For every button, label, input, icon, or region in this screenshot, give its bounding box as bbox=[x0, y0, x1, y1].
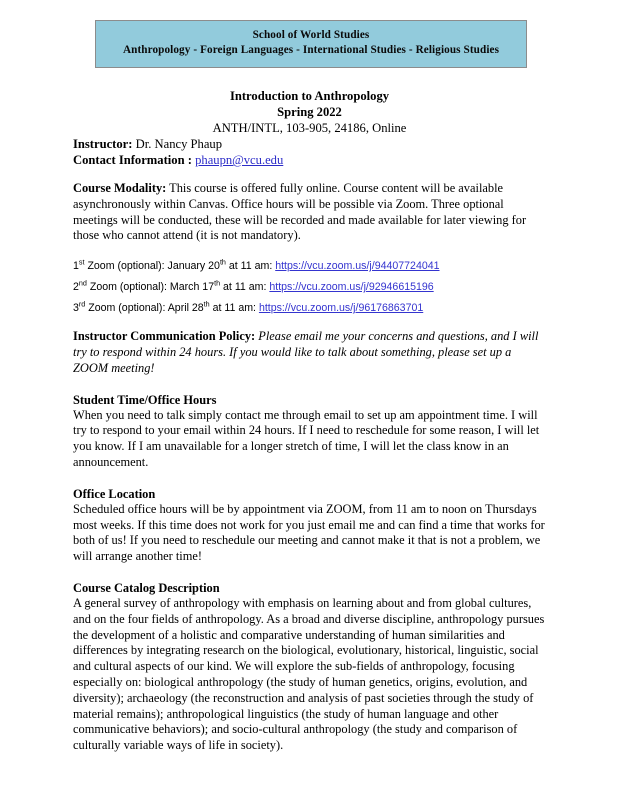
office-location-heading: Office Location bbox=[73, 486, 156, 501]
communication-policy-text: Please email me your concerns and questions, and I will try to respond within 24 hours. If you would like to talk about something, please set up a ZOOM meeting! bbox=[73, 329, 539, 375]
zoom-ordinal-suffix: st bbox=[78, 257, 85, 267]
instructor-email-link[interactable]: phaupn@vcu.edu bbox=[195, 153, 284, 167]
catalog-description-section bbox=[73, 580, 546, 754]
zoom-ordinal-suffix: rd bbox=[78, 299, 86, 309]
zoom-time: at 11 am: bbox=[209, 302, 259, 315]
course-title-block bbox=[73, 88, 546, 136]
zoom-ordinal: 3 bbox=[73, 302, 79, 315]
course-code: ANTH/INTL, 103-905, 24186, Online bbox=[212, 121, 407, 135]
banner-departments: Anthropology - Foreign Languages - International Studies - Religious Studies bbox=[122, 44, 500, 56]
student-time-section bbox=[73, 392, 546, 471]
zoom-label: Zoom (optional): January 20 bbox=[84, 260, 220, 273]
zoom-meeting-link[interactable]: https://vcu.zoom.us/j/96176863701 bbox=[258, 302, 424, 315]
instructor-name: Dr. Nancy Phaup bbox=[132, 137, 223, 151]
zoom-label: Zoom (optional): April 28 bbox=[85, 302, 204, 315]
instructor-label: Instructor: bbox=[73, 137, 133, 151]
banner-school-name: School of World Studies bbox=[252, 29, 370, 41]
zoom-ordinal-suffix: nd bbox=[78, 278, 87, 288]
list-item bbox=[73, 280, 546, 294]
course-modality-label: Course Modality: bbox=[73, 181, 167, 195]
catalog-description-heading: Course Catalog Description bbox=[73, 580, 220, 595]
zoom-ordinal: 1 bbox=[73, 260, 79, 273]
course-modality-text: This course is offered fully online. Course content will be available asynchronously within Canvas. Office hours will be possible via Zoom. Three optional meetings will be conducted, these will be recorded and made available for later viewing for those who cannot attend (it is not mandatory). bbox=[73, 181, 527, 243]
page-title: Introduction to Anthropology bbox=[229, 89, 390, 103]
contact-line bbox=[73, 152, 546, 168]
communication-policy-paragraph bbox=[73, 329, 546, 376]
zoom-meeting-link[interactable]: https://vcu.zoom.us/j/92946615196 bbox=[269, 281, 434, 294]
list-item bbox=[73, 301, 546, 315]
school-banner bbox=[95, 20, 527, 68]
office-location-section bbox=[73, 486, 546, 565]
course-term: Spring 2022 bbox=[277, 105, 342, 119]
zoom-label: Zoom (optional): March 17 bbox=[86, 281, 215, 294]
zoom-date-suffix: th bbox=[219, 257, 226, 267]
zoom-date-suffix: th bbox=[214, 278, 221, 288]
document-body bbox=[73, 88, 546, 754]
zoom-meeting-list bbox=[73, 259, 546, 315]
course-modality-paragraph bbox=[73, 181, 546, 244]
catalog-description-text: A general survey of anthropology with emphasis on learning about and from global cultures, and on the four fields of anthropology. As a broad and diverse discipline, anthropology pursues the development of a holistic and comparative understanding of human similarities and differences by integrating research on the biological, evolutionary, historical, linguistic, social and cultural aspects of our kind. We will explore the sub-fields of anthropology, focusing especially on: biological anthropology (the study of human genetics, origins, evolution, and diversity); archaeology (the reconstruction and analysis of past societies through the study of material remains); anthropological linguistics (the study of human language and other communicative behaviors); and socio-cultural anthropology (the study and comparison of culturally variable ways of life in society). bbox=[73, 595, 545, 753]
student-time-heading: Student Time/Office Hours bbox=[73, 392, 217, 407]
zoom-ordinal: 2 bbox=[73, 281, 79, 294]
office-location-text: Scheduled office hours will be by appointment via ZOOM, from 11 am to noon on Thursdays most weeks. If this time does not work for you just email me and can find a time that works for both of us! If you need to reschedule our meeting and cannot make it that is not a problem, we will arrange another time! bbox=[73, 501, 545, 564]
communication-policy-label: Instructor Communication Policy: bbox=[73, 329, 256, 344]
list-item bbox=[73, 259, 546, 273]
instructor-line bbox=[73, 136, 546, 152]
zoom-meeting-link[interactable]: https://vcu.zoom.us/j/94407724041 bbox=[275, 260, 440, 273]
zoom-time: at 11 am: bbox=[225, 260, 276, 273]
zoom-date-suffix: th bbox=[203, 299, 210, 309]
student-time-text: When you need to talk simply contact me through email to set up am appointment time. I will try to respond to your email within 24 hours. If I need to reschedule for some reason, I will let you know. If I am unavailable for a longer stretch of time, I will let the class know in an announcement. bbox=[73, 407, 540, 469]
zoom-time: at 11 am: bbox=[220, 281, 270, 294]
contact-label: Contact Information : bbox=[73, 153, 192, 167]
